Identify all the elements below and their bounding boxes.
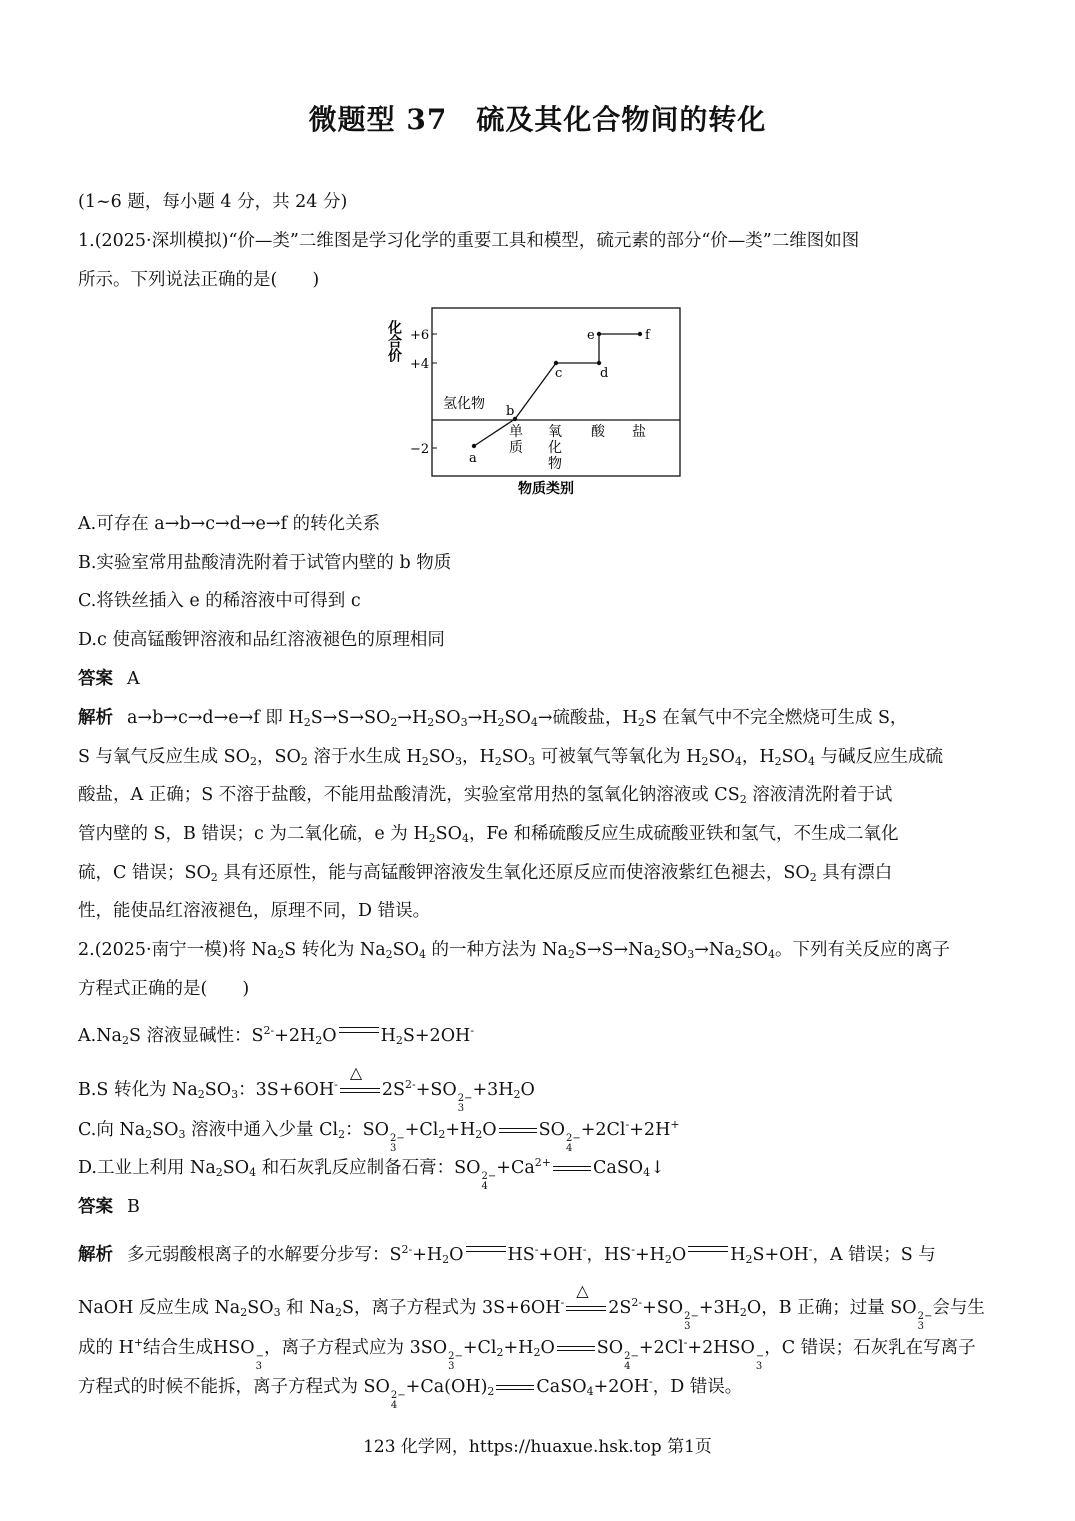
q2-stem-line2: 方程式正确的是( ) [78, 979, 250, 999]
q1-stem-line1: 1.(2025·深圳模拟)“价—类”二维图是学习化学的重要工具和模型，硫元素的部分“价—类”二维图如图 [78, 231, 860, 251]
section-intro: (1~6 题，每小题 4 分，共 24 分) [78, 192, 348, 212]
q2-stem-line1: 2.(2025·南宁一模)将 $Na_2S$ 转化为 $Na_2SO_4$ 的一种方法为 $Na_2S\to S\to Na_2SO_3\to Na_2SO_4$。下列有关反应的离子 [78, 940, 951, 961]
q1-answer-label: 答案 [78, 669, 113, 689]
q1-answer [78, 667, 998, 691]
point-e [597, 332, 601, 336]
q1-answer-value: A [127, 669, 140, 689]
q2-analysis-line2: NaOH 反应生成 $Na_2SO_3$ 和 $Na_2S$，离子方程式为 3S+6OH- △ $2S^{2-}+SO$ 2− 3 $+3H_2O$，B 正确；过量 SO 2− 3 会与生 [78, 1280, 985, 1332]
label-a: a [469, 451, 477, 466]
cat-acid: 酸 [591, 424, 605, 440]
cat-hydride: 氢化物 [443, 396, 485, 412]
x-axis-label: 物质类别 [518, 481, 574, 497]
page-footer: 123 化学网，https://huaxue.hsk.top 第1页 [363, 1437, 712, 1457]
q1-option-d: D.c 使高锰酸钾溶液和品红溶液褪色的原理相同 [78, 630, 445, 650]
y-axis-label: 化合价 [386, 320, 402, 362]
heating-equals-sign: △ [338, 1085, 382, 1097]
q2-option-d: D.工业上利用 $Na_2SO_4$ 和石灰乳反应制备石膏：SO 2− 4 $+Ca^{2+}$ CaSO$_4$↓ [78, 1156, 665, 1192]
cat-salt: 盐 [632, 424, 646, 440]
cat-oxide-2: 化 [548, 440, 562, 456]
equals-sign [551, 1163, 593, 1175]
q2-answer-value: B [127, 1197, 140, 1217]
q1-analysis-line6: 性，能使品红溶液褪色，原理不同，D 错误。 [78, 901, 431, 921]
ytick-p6: +6 [410, 328, 430, 343]
ytick-p4: +4 [410, 357, 430, 372]
q2-answer [78, 1195, 998, 1219]
q1-stem-line2: 所示。下列说法正确的是( ) [78, 270, 320, 290]
point-d [597, 361, 601, 365]
q2-answer-label: 答案 [78, 1197, 113, 1217]
page-title: 微题型 37 硫及其化合物间的转化 [308, 103, 767, 136]
label-e: e [587, 328, 595, 343]
cat-element-1: 单 [509, 424, 523, 440]
q2-option-a: $A.Na_2S$ 溶液显碱性：$S^{2-}+2H_2O$ $H_2S+2OH^-$ [78, 1024, 475, 1047]
q1-analysis-line5: 硫，C 错误；$SO_2$ 具有还原性，能与高锰酸钾溶液发生氧化还原反应而使溶液紫红色褪去，$SO_2$ 具有漂白 [78, 863, 893, 884]
label-b: b [506, 404, 515, 419]
q2-option-b: B.S 转化为 $Na_2SO_3$：3S+6OH- △ $2S^{2-}+SO$ 2− 3 $+3H_2O$ [78, 1062, 535, 1114]
label-d: d [600, 366, 609, 381]
q1-option-a: A.可存在 a→b→c→d→e→f 的转化关系 [78, 514, 381, 534]
label-f: f [645, 328, 650, 343]
point-f [638, 332, 642, 336]
q2-option-c: C.向 $Na_2SO_3$ 溶液中通入少量 $Cl_2$：SO 2− 3 $+Cl_2+H_2O$ SO 2− 4 +2Cl-+2H+ [78, 1118, 680, 1154]
q2-analysis-label: 解析 [78, 1245, 113, 1265]
cat-element-2: 质 [509, 440, 523, 456]
ytick-m2: −2 [410, 442, 430, 457]
q1-option-c: C.将铁丝插入 e 的稀溶液中可得到 c [78, 591, 361, 611]
equals-sign [497, 1125, 539, 1137]
point-c [554, 361, 558, 365]
q1-option-b: B.实验室常用盐酸清洗附着于试管内壁的 b 物质 [78, 553, 452, 573]
q2-analysis-line1: 解析 多元弱酸根离子的水解要分步写：$S^{2-}+H_2O$ HS-+OH-，$HS^-+H_2O$ $H_2S+OH^-$，A 错误；S 与 [78, 1243, 936, 1266]
cat-oxide-3: 物 [548, 456, 562, 472]
point-a [472, 444, 476, 448]
valence-class-diagram [380, 300, 700, 500]
cat-oxide-1: 氧 [548, 424, 562, 440]
reversible-arrow [337, 1025, 381, 1037]
q2-analysis-line3: 成的 H+结合生成HSO − 3 ，离子方程式应为 3SO 2− 3 $+Cl_2+H_2O$ SO 2− 4 +2Cl-+2HSO − 3 ，C 错误；石灰乳在写离子 [78, 1336, 976, 1372]
q2-analysis-line4: 方程式的时候不能拆，离子方程式为 SO 2− 4 $+Ca(OH)_2$ CaSO$_4$+2OH-，D 错误。 [78, 1375, 743, 1411]
q1-analysis-line3: 酸盐，A 正确；S 不溶于盐酸，不能用盐酸清洗，实验室常用热的氢氧化钠溶液或 $CS_2$ 溶液清洗附着于试 [78, 785, 893, 806]
q1-analysis-line1: 解析 a→b→c→d→e→f 即 $H_2S\to S\to SO_2\to H_2SO_3\to H_2SO_4\to$硫酸盐，$H_2S$ 在氧气中不完全燃烧可生成 S， [78, 708, 908, 729]
label-c: c [555, 366, 563, 381]
q1-analysis-line2: S 与氧气反应生成 $SO_2$，$SO_2$ 溶于水生成 $H_2SO_3$，$H_2SO_3$ 可被氧气等氧化为 $H_2SO_4$，$H_2SO_4$ 与碱反应生成硫 [78, 747, 944, 768]
q1-analysis-line4: 管内壁的 S，B 错误；c 为二氧化硫，e 为 $H_2SO_4$，Fe 和稀硫酸反应生成硫酸亚铁和氢气，不生成二氧化 [78, 824, 899, 845]
q1-analysis-label: 解析 [78, 708, 113, 728]
